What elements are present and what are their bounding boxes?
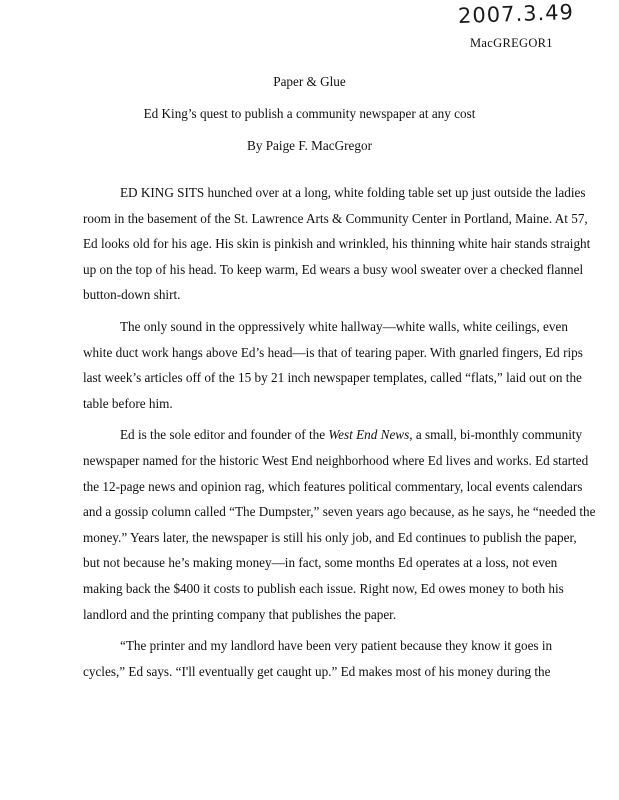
- paragraph-line: room in the basement of the St. Lawrence Arts & Community Center in Portland, Maine. At 57,: [83, 210, 588, 226]
- article-subtitle: Ed King’s quest to publish a community newspaper at any cost: [143, 106, 476, 121]
- paragraph-line: newspaper named for the historic West End neighborhood where Ed lives and works. Ed started: [83, 452, 589, 468]
- paragraph-line: landlord and the printing company that publishes the paper.: [83, 606, 397, 622]
- paragraph-line: money.” Years later, the newspaper is still his only job, and Ed continues to publish the paper,: [83, 529, 577, 545]
- paragraph-line: white duct work hangs above Ed’s head—is that of tearing paper. With gnarled fingers, Ed rips: [83, 344, 583, 360]
- paragraph-line: and a gossip column called “The Dumpster,” seven years ago because, as he says, he “needed the: [83, 504, 596, 520]
- article-byline: By Paige F. MacGregor: [247, 138, 372, 153]
- paragraph-line: up on the top of his head. To keep warm, Ed wears a busy wool sweater over a checked flannel: [83, 261, 584, 277]
- paragraph-line: Ed looks old for his age. His skin is pinkish and wrinkled, his thinning white hair stands straight: [83, 236, 591, 252]
- article-title: Paper & Glue: [273, 74, 346, 89]
- paragraph-line: “The printer and my landlord have been very patient because they know it goes in: [120, 638, 553, 654]
- paragraph-line: last week’s articles off of the 15 by 21 inch newspaper templates, called “flats,” laid out on the: [83, 370, 582, 386]
- paragraph-line: but not because he’s making money—in fact, some months Ed operates at a loss, not even: [83, 555, 558, 571]
- paragraph-line: button-down shirt.: [83, 287, 181, 303]
- handwritten-accession-number: 2007.3.49: [457, 0, 575, 29]
- paragraph-4: [83, 633, 553, 684]
- paragraph-2: [83, 314, 583, 416]
- paragraph-line: the 12-page news and opinion rag, which features political commentary, local events calendars: [83, 478, 583, 494]
- header-author-tag: MacGREGOR1: [470, 36, 553, 50]
- title-block: [0, 74, 619, 153]
- article-body: [83, 180, 596, 690]
- paragraph-text: Ed is the sole editor and founder of the: [120, 427, 329, 443]
- paragraph-line: ED KING SITS hunched over at a long, white folding table set up just outside the ladies: [120, 185, 586, 200]
- paragraph-line: [83, 422, 583, 448]
- paragraph-text: , a small, bi-monthly community: [409, 427, 583, 443]
- newspaper-name: West End News: [328, 427, 410, 443]
- paragraph-line: cycles,” Ed says. “I'll eventually get caught up.” Ed makes most of his money during the: [83, 663, 551, 679]
- paragraph-3: [83, 422, 596, 627]
- paragraph-line: making back the $400 it costs to publish each issue. Right now, Ed owes money to both his: [83, 580, 564, 596]
- paragraph-1: [83, 180, 591, 308]
- paragraph-line: The only sound in the oppressively white hallway—white walls, white ceilings, even: [120, 318, 568, 334]
- paragraph-line: table before him.: [83, 395, 173, 411]
